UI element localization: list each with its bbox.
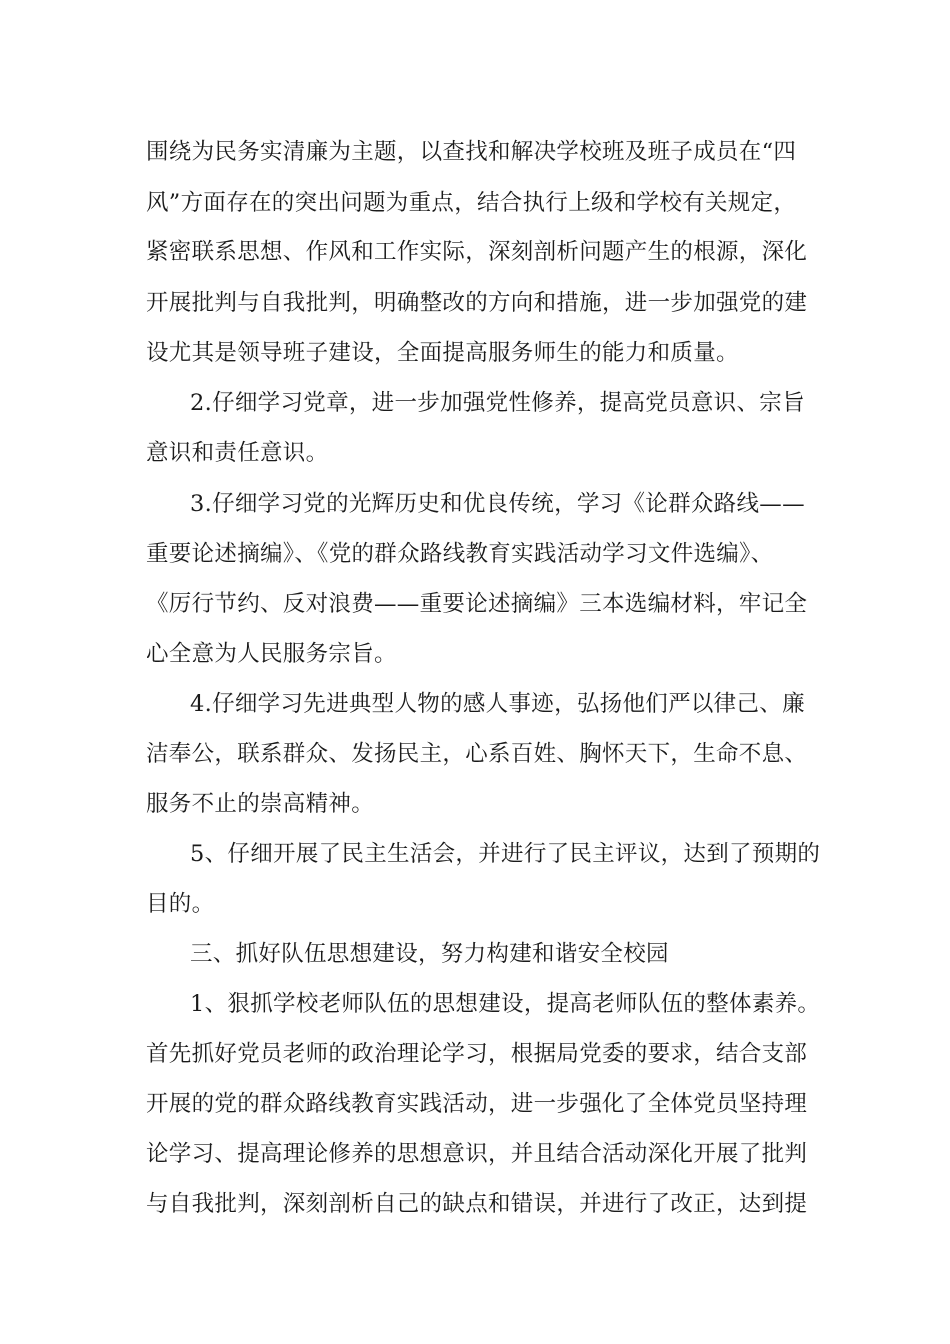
body-text-line: 重要论述摘编》、《党的群众路线教育实践活动学习文件选编》、 (146, 541, 774, 567)
body-text-line: 论学习、提高理论修养的思想意识，并且结合活动深化开展了批判 (146, 1141, 808, 1167)
body-text-line: 开展的党的群众路线教育实践活动，进一步强化了全体党员坚持理 (146, 1091, 808, 1117)
list-item-1: 1、狠抓学校老师队伍的思想建设，提高老师队伍的整体素养。 (190, 991, 821, 1017)
body-text-line: 服务不止的崇高精神。 (146, 791, 375, 817)
body-text-line: 意识和责任意识。 (146, 440, 329, 466)
section-heading: 三、抓好队伍思想建设，努力构建和谐安全校园 (190, 941, 669, 967)
body-text-line: 心全意为人民服务宗旨。 (146, 641, 397, 667)
body-text-line: 《厉行节约、反对浪费——重要论述摘编》三本选编材料，牢记全 (146, 591, 808, 617)
body-text-line: 与自我批判，深刻剖析自己的缺点和错误，并进行了改正，达到提 (146, 1191, 808, 1217)
list-item-4: 4.仔细学习先进典型人物的感人事迹，弘扬他们严以律己、廉 (190, 691, 805, 717)
body-text-line: 设尤其是领导班子建设，全面提高服务师生的能力和质量。 (146, 340, 739, 366)
body-text-line: 围绕为民务实清廉为主题，以查找和解决学校班及班子成员在“四 (146, 139, 797, 165)
body-text-line: 目的。 (146, 891, 215, 917)
body-text-line: 开展批判与自我批判，明确整改的方向和措施，进一步加强党的建 (146, 290, 808, 316)
list-item-5: 5、仔细开展了民主生活会，并进行了民主评议，达到了预期的 (190, 841, 821, 867)
list-item-2: 2.仔细学习党章，进一步加强党性修养，提高党员意识、宗旨 (190, 390, 805, 416)
body-text-line: 风”方面存在的突出问题为重点，结合执行上级和学校有关规定， (146, 190, 797, 216)
body-text-line: 洁奉公，联系群众、发扬民主，心系百姓、胸怀天下，生命不息、 (146, 741, 808, 767)
list-item-3: 3.仔细学习党的光辉历史和优良传统，学习《论群众路线—— (190, 491, 805, 517)
body-text-line: 紧密联系思想、作风和工作实际，深刻剖析问题产生的根源，深化 (146, 239, 808, 265)
body-text-line: 首先抓好党员老师的政治理论学习，根据局党委的要求，结合支部 (146, 1041, 808, 1067)
